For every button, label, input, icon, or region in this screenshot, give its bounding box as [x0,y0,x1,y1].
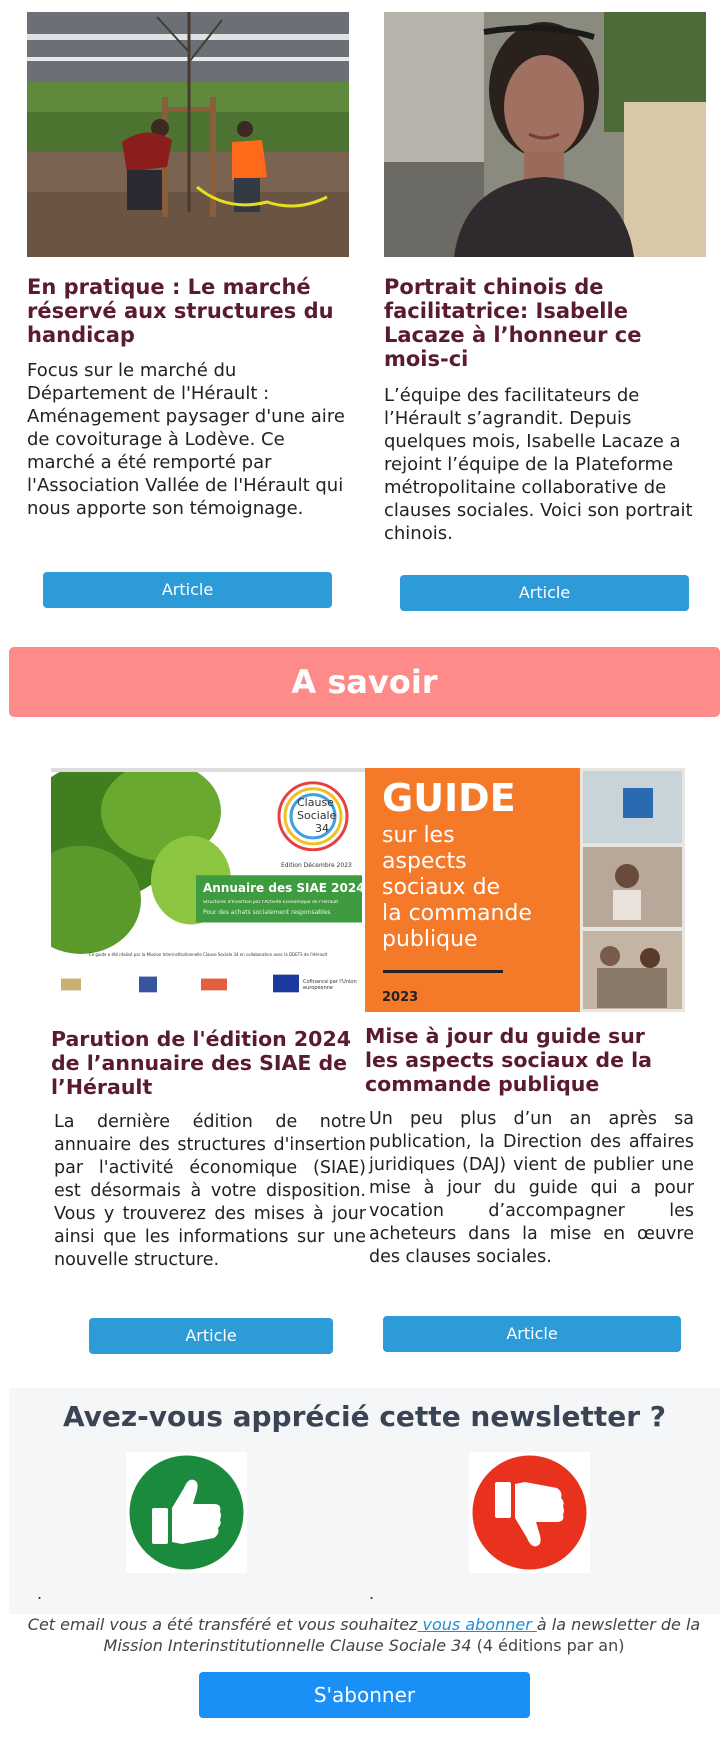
annuaire-credit: Ce guide a été réalisé par la Mission Interinstitutionnelle Clause Sociale 34 en collaboration avec la DDETS de l'Hérault [88,952,328,957]
article-button[interactable]: Article [400,575,689,611]
article-description: La dernière édition de notre annuaire des structures d'insertion par l'activité économique (SIAE) est désormais à votre disposition. Vous y trouverez des mises à jour ainsi que les informations sur une nouvelle structure. [54,1112,366,1270]
tree-planting-photo-icon [27,12,349,257]
feedback-title: Avez-vous apprécié cette newsletter ? [62,1400,667,1433]
annuaire-subheading: Structures d'Insertion par l'Activité Economique de l'Hérault [203,900,339,905]
guide-line1: GUIDE [382,776,516,820]
subscribe-link[interactable]: vous abonner [417,1615,537,1634]
thumbs-up-button[interactable] [126,1452,247,1573]
article-description: Focus sur le marché du Département de l'Hérault : Aménagement paysager d'une aire de covoiturage à Lodève. Ce marché a été remporté par l'Association Vallée de l'Hérault qui nous apporte son témoignage. [27,360,345,519]
annuaire-heading: Annuaire des SIAE 2024 [203,881,365,895]
thumbs-down-icon [469,1452,590,1573]
thumbs-up-icon [126,1452,247,1573]
feedback-section [9,1388,720,1614]
annuaire-subheading2: Pour des achats socialement responsables [203,909,331,916]
article-button[interactable]: Article [89,1318,333,1354]
article-button[interactable]: Article [43,572,332,608]
article-image-annuaire [51,768,365,1012]
article-title: Portrait chinois de facilitatrice: Isabelle Lacaze à l’honneur ce mois-ci [384,275,642,371]
article-image-guide [365,768,685,1012]
annuaire-logo-line2: Sociale [297,809,337,822]
guide-year: 2023 [382,990,419,1005]
footer-text-before: Cet email vous a été transféré et vous souhaitez [27,1615,418,1634]
guide-line4: sociaux de [382,875,501,900]
article-description: L’équipe des facilitateurs de l’Hérault s’agrandit. Depuis quelques mois, Isabelle Lacaze a rejoint l’équipe de la Plateforme métropolitaine collaborative de clauses sociales. Voici son portrait chinois. [384,385,693,544]
portrait-photo-icon [384,12,706,257]
thumbs-down-button[interactable] [469,1452,590,1573]
guide-line5: la commande [382,901,532,926]
footer-editions: (4 éditions par an) [471,1636,625,1655]
annuaire-eu-text: Cofinancé par l'Union européenne [303,979,357,991]
footer-text-after: à la newsletter de la Mission Interinstitutionnelle Clause Sociale 34 [103,1615,701,1655]
article-button[interactable]: Article [383,1316,681,1352]
article-title: Mise à jour du guide sur les aspects sociaux de la commande publique [365,1024,652,1096]
article-title: Parution de l'édition 2024 de l’annuaire des SIAE de l’Hérault [51,1027,351,1099]
subscribe-button[interactable]: S'abonner [199,1672,530,1718]
footer-note [20,1614,708,1656]
annuaire-logo-line3: 34 [315,822,329,835]
section-banner: A savoir [9,647,720,717]
guide-line6: publique [382,927,478,952]
guide-line3: aspects [382,849,467,874]
article-title: En pratique : Le marché réservé aux structures du handicap [27,275,334,347]
annuaire-edition: Edition Décembre 2023 [281,862,352,869]
guide-line2: sur les [382,823,455,848]
article-description: Un peu plus d’un an après sa publication, la Direction des affaires juridiques (DAJ) vient de publier une mise à jour du guide qui a pour vocation d’accompagner les acheteurs dans la mise en œuvre des clauses sociales. [369,1109,694,1267]
article-image-tree-planting [27,12,349,257]
article-image-portrait [384,12,706,257]
feedback-dot-right: . [369,1584,375,1603]
annuaire-logo-line1: Clause [297,796,334,809]
feedback-dot-left: . [37,1584,43,1603]
